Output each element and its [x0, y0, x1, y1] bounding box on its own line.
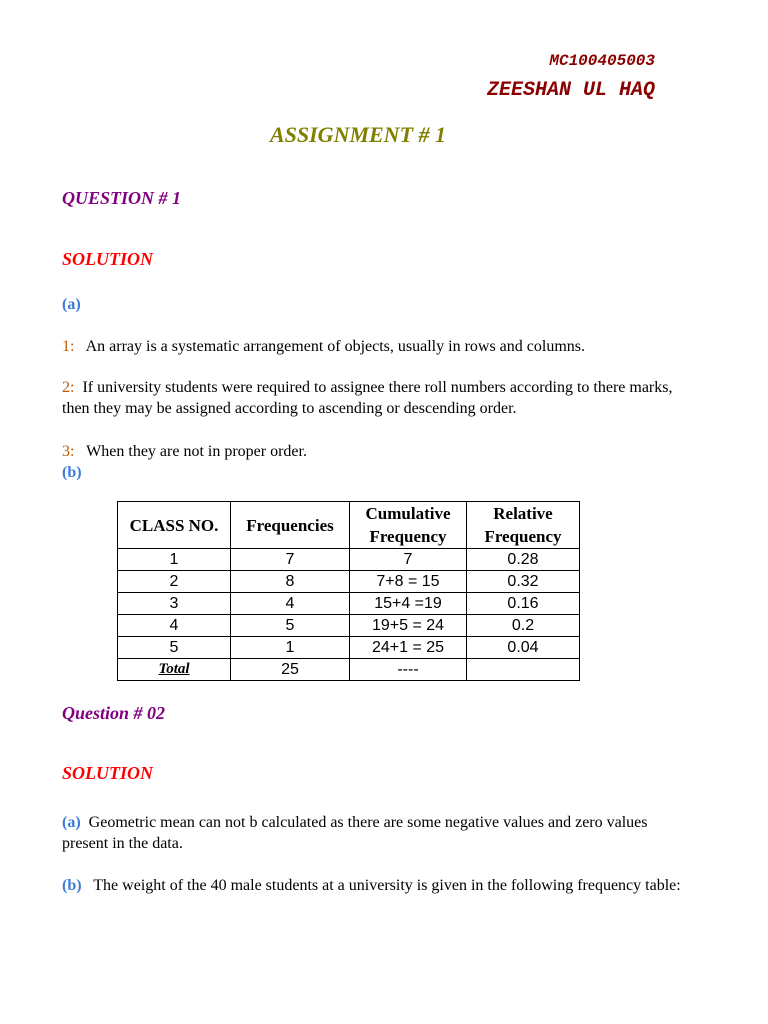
- column-header-frequencies: Frequencies: [231, 502, 350, 549]
- q2-part-b-label: (b): [62, 877, 82, 894]
- q2-part-a: [62, 812, 682, 854]
- question-1-solution-heading: SOLUTION: [62, 249, 154, 269]
- table-cell: 4: [231, 593, 350, 615]
- table-cell: [467, 659, 580, 681]
- table-cell: 7: [350, 549, 467, 571]
- column-header-cumulative-frequency: Cumulative Frequency: [350, 502, 467, 549]
- q1-item-1-number: 1:: [62, 338, 75, 355]
- table-cell: 0.32: [467, 571, 580, 593]
- question-2-solution-heading: SOLUTION: [62, 763, 154, 783]
- question-1-heading: QUESTION # 1: [62, 188, 182, 208]
- total-label: Total: [118, 659, 231, 681]
- q1-item-3-text: When they are not in proper order.: [86, 443, 307, 460]
- table-total-row: [118, 659, 580, 681]
- question-2-heading: Question # 02: [62, 703, 166, 723]
- q1-part-a-label: (a): [62, 296, 81, 313]
- table-cell: 0.16: [467, 593, 580, 615]
- frequency-table: [117, 501, 580, 681]
- table-cell: 8: [231, 571, 350, 593]
- table-cell: 5: [231, 615, 350, 637]
- table-cell: 0.2: [467, 615, 580, 637]
- column-header-relative-frequency: Relative Frequency: [467, 502, 580, 549]
- q1-item-1-text: An array is a systematic arrangement of objects, usually in rows and columns.: [85, 338, 585, 355]
- q1-item-2-number: 2:: [62, 379, 75, 396]
- q1-item-1: [62, 336, 682, 357]
- q1-item-2: [62, 377, 682, 419]
- table-cell: 3: [118, 593, 231, 615]
- student-id: MC100405003: [549, 52, 655, 70]
- table-cell: 7: [231, 549, 350, 571]
- q2-part-b-text: The weight of the 40 male students at a university is given in the following frequency table:: [93, 877, 681, 894]
- q2-part-a-text: Geometric mean can not b calculated as there are some negative values and zero values present in the data.: [62, 814, 648, 852]
- table-row: [118, 549, 580, 571]
- q1-item-2-text: If university students were required to assignee there roll numbers according to there marks, then they may be assigned according to ascending or descending order.: [62, 379, 673, 417]
- student-name: ZEESHAN UL HAQ: [486, 79, 655, 102]
- q1-item-3-number: 3:: [62, 443, 75, 460]
- table-row: [118, 637, 580, 659]
- table-cell: 0.28: [467, 549, 580, 571]
- q2-part-b: [62, 875, 682, 896]
- table-cell: 7+8 = 15: [350, 571, 467, 593]
- table-cell: 24+1 = 25: [350, 637, 467, 659]
- table-cell: 4: [118, 615, 231, 637]
- table-header-row: [118, 502, 580, 549]
- table-cell: 2: [118, 571, 231, 593]
- table-cell: 15+4 =19: [350, 593, 467, 615]
- table-row: [118, 593, 580, 615]
- table-cell: ----: [350, 659, 467, 681]
- q1-part-b-label: (b): [62, 464, 82, 481]
- table-cell: 1: [231, 637, 350, 659]
- column-header-class-no: CLASS NO.: [118, 502, 231, 549]
- assignment-title: ASSIGNMENT # 1: [269, 122, 447, 147]
- q2-part-a-label: (a): [62, 814, 81, 831]
- table-cell: 5: [118, 637, 231, 659]
- table-cell: 1: [118, 549, 231, 571]
- table-row: [118, 615, 580, 637]
- q1-item-3: [62, 441, 682, 462]
- table-cell: 0.04: [467, 637, 580, 659]
- table-row: [118, 571, 580, 593]
- table-cell: 25: [231, 659, 350, 681]
- table-cell: 19+5 = 24: [350, 615, 467, 637]
